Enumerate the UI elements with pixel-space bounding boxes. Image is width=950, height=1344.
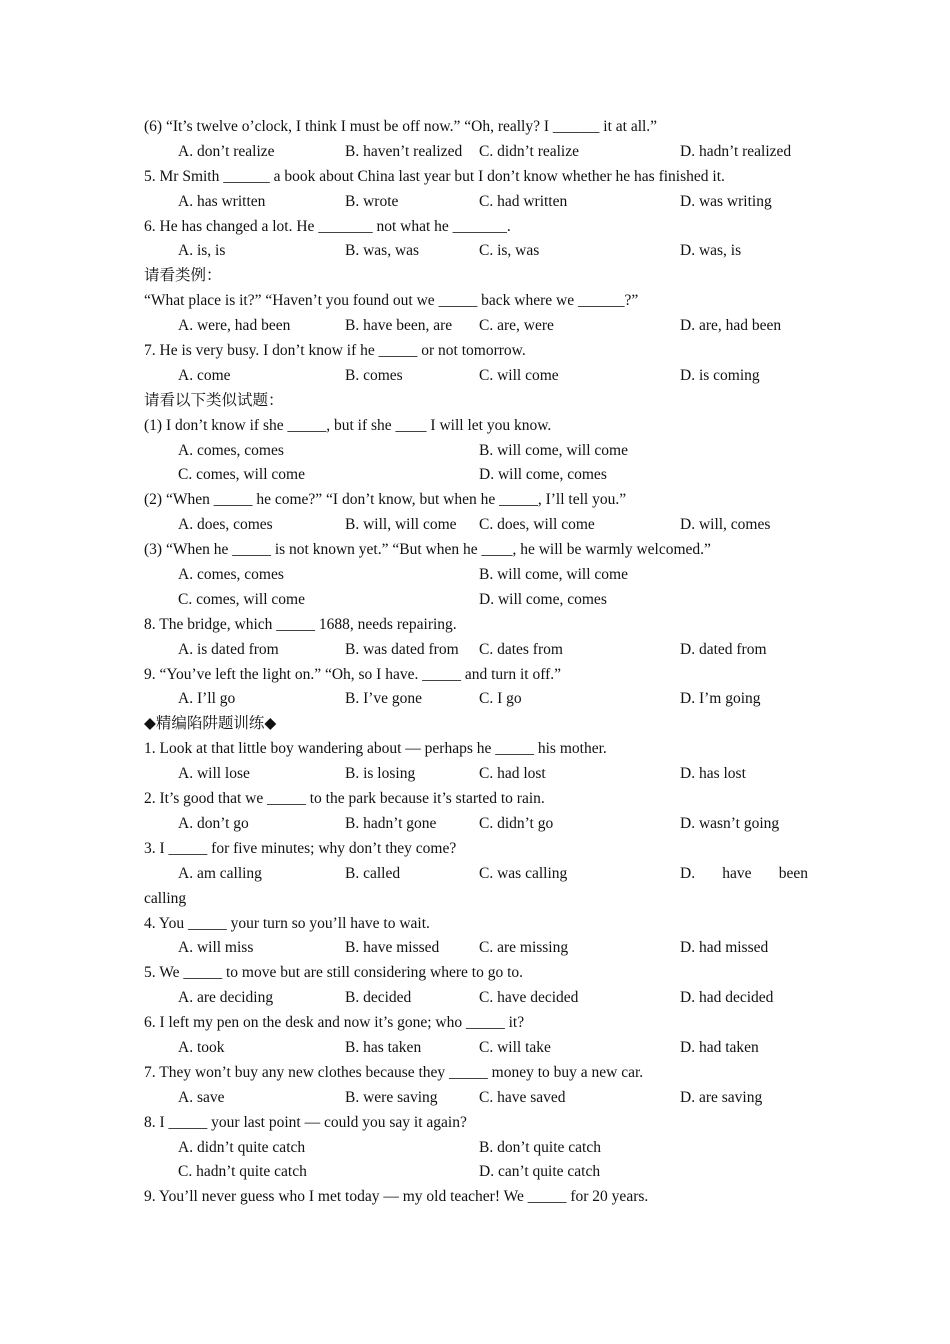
answer-option: C. was calling bbox=[479, 864, 568, 882]
answer-option: D. will, comes bbox=[680, 516, 771, 534]
answer-option: C. didn’t go bbox=[479, 814, 554, 832]
answer-option: D. will come, comes bbox=[479, 466, 607, 484]
question-line: 8. I _____ your last point — could you say it again? bbox=[144, 1113, 467, 1131]
option-row bbox=[144, 140, 814, 165]
option-row bbox=[144, 687, 814, 712]
option-row bbox=[144, 588, 814, 613]
answer-option: B. wrote bbox=[345, 192, 399, 210]
answer-option: A. didn’t quite catch bbox=[178, 1138, 306, 1156]
answer-option: D. are, had been bbox=[680, 317, 782, 335]
option-row bbox=[144, 986, 814, 1011]
answer-option: A. don’t go bbox=[178, 814, 249, 832]
question-line: 6. He has changed a lot. He _______ not what he _______. bbox=[144, 217, 511, 235]
answer-option: C. will come bbox=[479, 366, 559, 384]
answer-option: C. didn’t realize bbox=[479, 142, 580, 160]
answer-option: A. don’t realize bbox=[178, 142, 275, 160]
answer-option: A. does, comes bbox=[178, 516, 273, 534]
answer-option: A. is dated from bbox=[178, 640, 279, 658]
option-row bbox=[144, 1136, 814, 1161]
answer-option: A. is, is bbox=[178, 242, 226, 260]
answer-option: D. will come, comes bbox=[479, 590, 607, 608]
question-line: 9. You’ll never guess who I met today — my old teacher! We _____ for 20 years. bbox=[144, 1188, 649, 1206]
answer-option: B. was dated from bbox=[345, 640, 459, 658]
answer-option: D. has lost bbox=[680, 765, 746, 783]
option-row bbox=[144, 239, 814, 264]
answer-option: B. will come, will come bbox=[479, 441, 628, 459]
question-line: calling bbox=[144, 889, 187, 907]
answer-option: A. am calling bbox=[178, 864, 262, 882]
answer-option: C. comes, will come bbox=[178, 466, 305, 484]
answer-option-word: been bbox=[778, 864, 808, 882]
option-row bbox=[144, 439, 814, 464]
answer-option: B. haven’t realized bbox=[345, 142, 463, 160]
question-line: 1. Look at that little boy wandering about — perhaps he _____ his mother. bbox=[144, 740, 607, 758]
answer-option: D. are saving bbox=[680, 1088, 763, 1106]
answer-option: C. have saved bbox=[479, 1088, 566, 1106]
answer-option: A. save bbox=[178, 1088, 225, 1106]
answer-option: A. has written bbox=[178, 192, 266, 210]
question-line: 请看以下类似试题： bbox=[144, 391, 284, 409]
answer-option: B. have missed bbox=[345, 939, 440, 957]
answer-option: C. are missing bbox=[479, 939, 569, 957]
option-row bbox=[144, 762, 814, 787]
question-line: 5. Mr Smith ______ a book about China last year but I don’t know whether he has finished it. bbox=[144, 167, 725, 185]
answer-option: B. were saving bbox=[345, 1088, 438, 1106]
question-line: 2. It’s good that we _____ to the park because it’s started to rain. bbox=[144, 790, 545, 808]
question-line: “What place is it?” “Haven’t you found out we _____ back where we ______?” bbox=[144, 292, 639, 310]
question-line: 5. We _____ to move but are still considering where to go to. bbox=[144, 964, 524, 982]
answer-option: B. called bbox=[345, 864, 401, 882]
answer-option: B. decided bbox=[345, 989, 412, 1007]
question-line: 8. The bridge, which _____ 1688, needs repairing. bbox=[144, 615, 457, 633]
answer-option-word: have bbox=[722, 864, 752, 882]
option-row bbox=[144, 463, 814, 488]
answer-option: B. has taken bbox=[345, 1038, 422, 1056]
answer-option: A. will miss bbox=[178, 939, 254, 957]
answer-option: D. is coming bbox=[680, 366, 760, 384]
answer-option: C. will take bbox=[479, 1038, 551, 1056]
question-line: (1) I don’t know if she _____, but if she ____ I will let you know. bbox=[144, 416, 552, 434]
option-row bbox=[144, 513, 814, 538]
answer-option: C. does, will come bbox=[479, 516, 595, 534]
answer-option: C. dates from bbox=[479, 640, 563, 658]
answer-option bbox=[680, 862, 808, 887]
question-line: (3) “When he _____ is not known yet.” “But when he ____, he will be warmly welcomed.” bbox=[144, 541, 711, 559]
question-line: ◆精编陷阱题训练◆ bbox=[144, 715, 277, 733]
answer-option: A. will lose bbox=[178, 765, 250, 783]
option-row bbox=[144, 862, 814, 887]
answer-option: C. hadn’t quite catch bbox=[178, 1163, 307, 1181]
option-row bbox=[144, 314, 814, 339]
answer-option: A. I’ll go bbox=[178, 690, 236, 708]
answer-option: B. I’ve gone bbox=[345, 690, 423, 708]
answer-option: B. don’t quite catch bbox=[479, 1138, 601, 1156]
answer-option: B. hadn’t gone bbox=[345, 814, 437, 832]
answer-option: C. are, were bbox=[479, 317, 554, 335]
answer-option: D. I’m going bbox=[680, 690, 761, 708]
question-line: 3. I _____ for five minutes; why don’t they come? bbox=[144, 839, 457, 857]
option-row bbox=[144, 364, 814, 389]
option-row bbox=[144, 563, 814, 588]
option-row bbox=[144, 638, 814, 663]
answer-option: A. were, had been bbox=[178, 317, 291, 335]
option-row bbox=[144, 1036, 814, 1061]
answer-option: C. I go bbox=[479, 690, 522, 708]
answer-option: A. took bbox=[178, 1038, 225, 1056]
answer-option: B. was, was bbox=[345, 242, 420, 260]
answer-option: D. hadn’t realized bbox=[680, 142, 792, 160]
answer-option: A. comes, comes bbox=[178, 441, 284, 459]
option-row bbox=[144, 1160, 814, 1185]
option-row bbox=[144, 812, 814, 837]
question-line: 4. You _____ your turn so you’ll have to wait. bbox=[144, 914, 430, 932]
answer-option: D. dated from bbox=[680, 640, 767, 658]
answer-option: B. is losing bbox=[345, 765, 416, 783]
answer-option: D. wasn’t going bbox=[680, 814, 780, 832]
question-line: 请看类例： bbox=[144, 267, 222, 285]
answer-option: A. are deciding bbox=[178, 989, 274, 1007]
exercise-content bbox=[144, 115, 814, 1210]
answer-option: B. will, will come bbox=[345, 516, 457, 534]
answer-option: C. have decided bbox=[479, 989, 579, 1007]
answer-option: C. had written bbox=[479, 192, 568, 210]
question-line: (2) “When _____ he come?” “I don’t know, but when he _____, I’ll tell you.” bbox=[144, 491, 627, 509]
answer-option: D. had decided bbox=[680, 989, 774, 1007]
question-line: 6. I left my pen on the desk and now it’s gone; who _____ it? bbox=[144, 1014, 525, 1032]
answer-option: D. can’t quite catch bbox=[479, 1163, 601, 1181]
question-line: 7. They won’t buy any new clothes because they _____ money to buy a new car. bbox=[144, 1063, 644, 1081]
answer-option: D. had taken bbox=[680, 1038, 759, 1056]
answer-option: D. was writing bbox=[680, 192, 772, 210]
question-line: 7. He is very busy. I don’t know if he _____ or not tomorrow. bbox=[144, 342, 526, 360]
answer-option: B. have been, are bbox=[345, 317, 453, 335]
answer-option: D. was, is bbox=[680, 242, 742, 260]
answer-option: B. will come, will come bbox=[479, 566, 628, 584]
answer-option: D. had missed bbox=[680, 939, 769, 957]
answer-option: A. come bbox=[178, 366, 231, 384]
answer-option: A. comes, comes bbox=[178, 566, 284, 584]
question-line: (6) “It’s twelve o’clock, I think I must be off now.” “Oh, really? I ______ it at all.” bbox=[144, 118, 658, 135]
answer-option: B. comes bbox=[345, 366, 403, 384]
option-row bbox=[144, 190, 814, 215]
answer-option: C. had lost bbox=[479, 765, 546, 783]
option-row bbox=[144, 1086, 814, 1111]
answer-option: C. comes, will come bbox=[178, 590, 305, 608]
answer-option-word: D. bbox=[680, 864, 696, 882]
option-row bbox=[144, 936, 814, 961]
answer-option: C. is, was bbox=[479, 242, 540, 260]
question-line: 9. “You’ve left the light on.” “Oh, so I have. _____ and turn it off.” bbox=[144, 665, 561, 683]
